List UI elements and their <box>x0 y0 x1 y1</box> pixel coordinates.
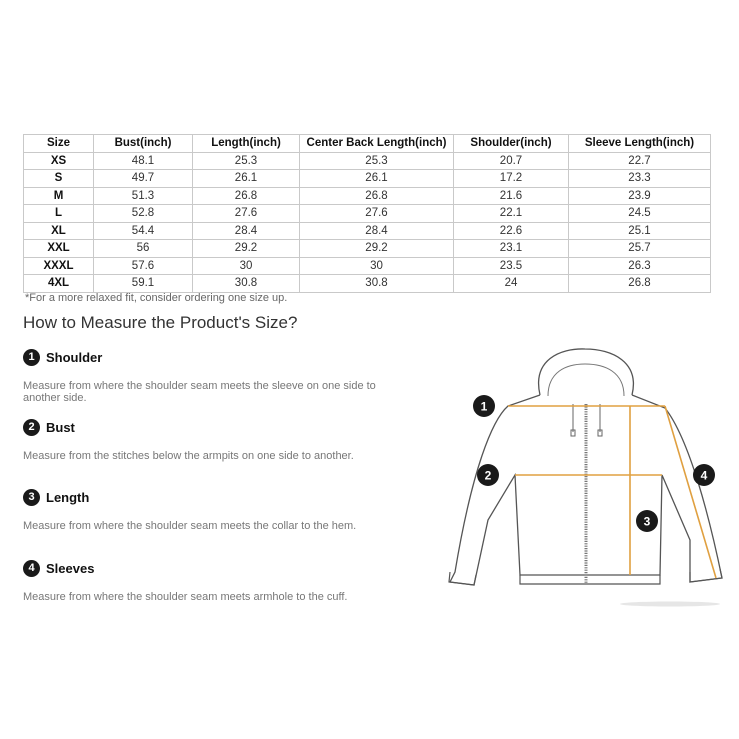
table-header-row <box>24 135 711 153</box>
step-title: Sleeves <box>46 561 95 576</box>
ground-shadow <box>620 602 720 607</box>
step-number-badge: 1 <box>23 349 40 366</box>
step-description: Measure from where the shoulder seam meets armhole to the cuff. <box>23 591 348 603</box>
header-size: Size <box>24 135 94 153</box>
measurement-cell: 24.5 <box>569 205 711 223</box>
hem-band <box>520 575 660 584</box>
measurement-cell: 51.3 <box>94 187 193 205</box>
measurement-cell: 20.7 <box>454 152 569 170</box>
measurement-cell: 25.3 <box>193 152 300 170</box>
table-row <box>24 152 711 170</box>
measurement-cell: 29.2 <box>193 240 300 258</box>
measurement-cell: 28.4 <box>193 222 300 240</box>
step-title: Bust <box>46 420 75 435</box>
size-cell: XL <box>24 222 94 240</box>
header-length: Length(inch) <box>193 135 300 153</box>
measurement-cell: 23.9 <box>569 187 711 205</box>
table-row <box>24 205 711 223</box>
badge-4-label: 4 <box>700 468 708 483</box>
measurement-cell: 59.1 <box>94 275 193 293</box>
measurement-cell: 30 <box>300 257 454 275</box>
size-cell: XXXL <box>24 257 94 275</box>
table-row <box>24 240 711 258</box>
table-row <box>24 187 711 205</box>
badge-1-label: 1 <box>480 399 488 414</box>
size-cell: M <box>24 187 94 205</box>
measure-heading: How to Measure the Product's Size? <box>23 313 298 332</box>
measurement-cell: 27.6 <box>300 205 454 223</box>
measurement-cell: 57.6 <box>94 257 193 275</box>
step-description: Measure from where the shoulder seam meets the sleeve on one side to another side. <box>23 380 376 404</box>
measurement-cell: 30.8 <box>300 275 454 293</box>
measurement-cell: 22.7 <box>569 152 711 170</box>
measurement-cell: 22.6 <box>454 222 569 240</box>
step-number-badge: 3 <box>23 489 40 506</box>
hood-inner <box>548 364 624 396</box>
sizing-note: *For a more relaxed fit, consider ordering one size up. <box>25 292 288 304</box>
measurement-cell: 24 <box>454 275 569 293</box>
measurement-cell: 17.2 <box>454 170 569 188</box>
table-row <box>24 222 711 240</box>
step-number-badge: 4 <box>23 560 40 577</box>
measurement-cell: 48.1 <box>94 152 193 170</box>
size-chart-table <box>23 134 711 293</box>
table-row <box>24 170 711 188</box>
measurement-cell: 26.1 <box>300 170 454 188</box>
step-sleeves <box>23 560 423 603</box>
measurement-cell: 49.7 <box>94 170 193 188</box>
measurement-cell: 26.1 <box>193 170 300 188</box>
measurement-cell: 25.1 <box>569 222 711 240</box>
measurement-cell: 30 <box>193 257 300 275</box>
step-title: Shoulder <box>46 350 103 365</box>
measurement-cell: 28.4 <box>300 222 454 240</box>
step-bust <box>23 419 423 462</box>
step-length <box>23 489 423 532</box>
size-cell: L <box>24 205 94 223</box>
right-cuff <box>690 569 722 582</box>
header-sleeve-length: Sleeve Length(inch) <box>569 135 711 153</box>
step-title: Length <box>46 490 90 505</box>
hoodie-diagram <box>440 340 730 615</box>
measurement-cell: 27.6 <box>193 205 300 223</box>
measurement-cell: 29.2 <box>300 240 454 258</box>
measurement-cell: 26.8 <box>193 187 300 205</box>
size-cell: XXL <box>24 240 94 258</box>
size-cell: 4XL <box>24 275 94 293</box>
size-cell: XS <box>24 152 94 170</box>
measurement-cell: 26.3 <box>569 257 711 275</box>
header-center-back-length: Center Back Length(inch) <box>300 135 454 153</box>
measurement-cell: 56 <box>94 240 193 258</box>
hood-outline <box>539 349 634 395</box>
left-cuff <box>449 572 476 585</box>
step-number-badge: 2 <box>23 419 40 436</box>
measurement-cell: 21.6 <box>454 187 569 205</box>
badge-2-label: 2 <box>484 468 492 483</box>
table-row <box>24 257 711 275</box>
measurement-cell: 26.8 <box>300 187 454 205</box>
measurement-cell: 25.3 <box>300 152 454 170</box>
size-cell: S <box>24 170 94 188</box>
measurement-cell: 26.8 <box>569 275 711 293</box>
measurement-cell: 23.5 <box>454 257 569 275</box>
measurement-cell: 52.8 <box>94 205 193 223</box>
step-description: Measure from the stitches below the armpits on one side to another. <box>23 450 354 462</box>
badge-3-label: 3 <box>643 514 651 529</box>
step-shoulder <box>23 349 423 404</box>
measurement-cell: 25.7 <box>569 240 711 258</box>
header-shoulder: Shoulder(inch) <box>454 135 569 153</box>
measurement-cell: 22.1 <box>454 205 569 223</box>
measurement-cell: 30.8 <box>193 275 300 293</box>
measurement-cell: 23.1 <box>454 240 569 258</box>
step-description: Measure from where the shoulder seam meets the collar to the hem. <box>23 520 357 532</box>
table-row <box>24 275 711 293</box>
measurement-cell: 23.3 <box>569 170 711 188</box>
measurement-cell: 54.4 <box>94 222 193 240</box>
header-bust: Bust(inch) <box>94 135 193 153</box>
